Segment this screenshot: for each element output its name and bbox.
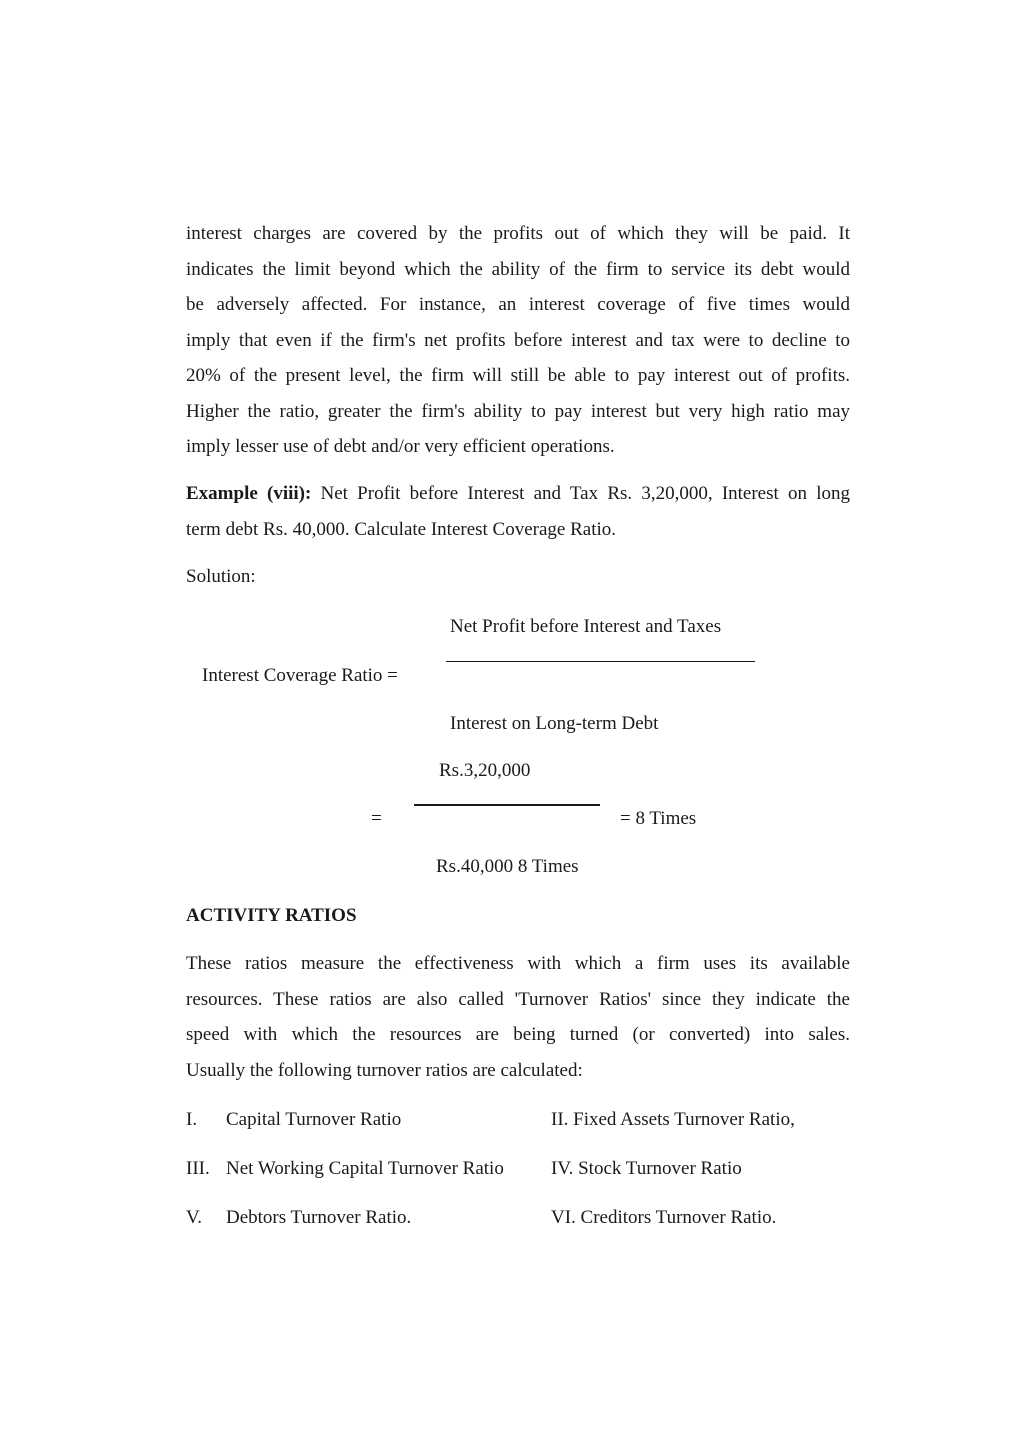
calc-equals: = xyxy=(371,808,382,829)
calc-result: = 8 Times xyxy=(620,808,697,829)
calc-numerator: Rs.3,20,000 xyxy=(439,760,531,781)
example-paragraph xyxy=(186,476,850,547)
ratio-item: Net Working Capital Turnover Ratio xyxy=(226,1158,504,1179)
solution-label: Solution: xyxy=(186,566,256,587)
example-label: Example (viii): xyxy=(186,483,312,504)
calc-fraction-bar xyxy=(414,804,600,806)
ratio-item: VI. Creditors Turnover Ratio. xyxy=(551,1207,777,1228)
paragraph-line: imply that even if the firm's net profits before interest and tax were to decline to xyxy=(186,329,850,351)
formula-fraction-bar xyxy=(446,661,755,662)
example-text: Net Profit before Interest and Tax Rs. 3,20,000, Interest on long xyxy=(320,483,850,504)
activity-ratios-heading: ACTIVITY RATIOS xyxy=(186,905,357,926)
ratio-number: I. xyxy=(186,1109,198,1130)
ratio-item: Debtors Turnover Ratio. xyxy=(226,1207,412,1228)
formula-lhs: Interest Coverage Ratio = xyxy=(202,665,398,686)
paragraph-line: 20% of the present level, the firm will still be able to pay interest out of profits. xyxy=(186,365,850,386)
activity-ratios-paragraph xyxy=(186,946,850,1088)
ratio-number: V. xyxy=(186,1207,203,1228)
interest-coverage-paragraph xyxy=(186,216,850,465)
paragraph-line: be adversely affected. For instance, an interest coverage of five times would xyxy=(186,294,850,315)
paragraph-line: indicates the limit beyond which the ability of the firm to service its debt would xyxy=(186,258,850,280)
paragraph-line: interest charges are covered by the profits out of which they will be paid. It xyxy=(186,223,850,244)
formula-numerator: Net Profit before Interest and Taxes xyxy=(450,616,722,637)
ratio-item: II. Fixed Assets Turnover Ratio, xyxy=(551,1109,795,1130)
ratio-item: IV. Stock Turnover Ratio xyxy=(551,1158,742,1179)
paragraph-line: Higher the ratio, greater the firm's ability to pay interest but very high ratio may xyxy=(186,400,850,422)
ratio-item: Capital Turnover Ratio xyxy=(226,1109,402,1130)
formula-denominator: Interest on Long-term Debt xyxy=(450,713,659,734)
calc-denominator: Rs.40,000 8 Times xyxy=(436,856,579,877)
paragraph-line: Usually the following turnover ratios are calculated: xyxy=(186,1059,583,1081)
paragraph-line: imply lesser use of debt and/or very efficient operations. xyxy=(186,436,615,457)
example-line xyxy=(186,476,850,512)
paragraph-line: speed with which the resources are being turned (or converted) into sales. xyxy=(186,1024,850,1045)
paragraph-line: These ratios measure the effectiveness with which a firm uses its available xyxy=(186,953,850,974)
example-line: term debt Rs. 40,000. Calculate Interest Coverage Ratio. xyxy=(186,518,617,540)
paragraph-line: resources. These ratios are also called 'Turnover Ratios' since they indicate the xyxy=(186,988,850,1010)
ratio-number: III. xyxy=(186,1158,210,1179)
